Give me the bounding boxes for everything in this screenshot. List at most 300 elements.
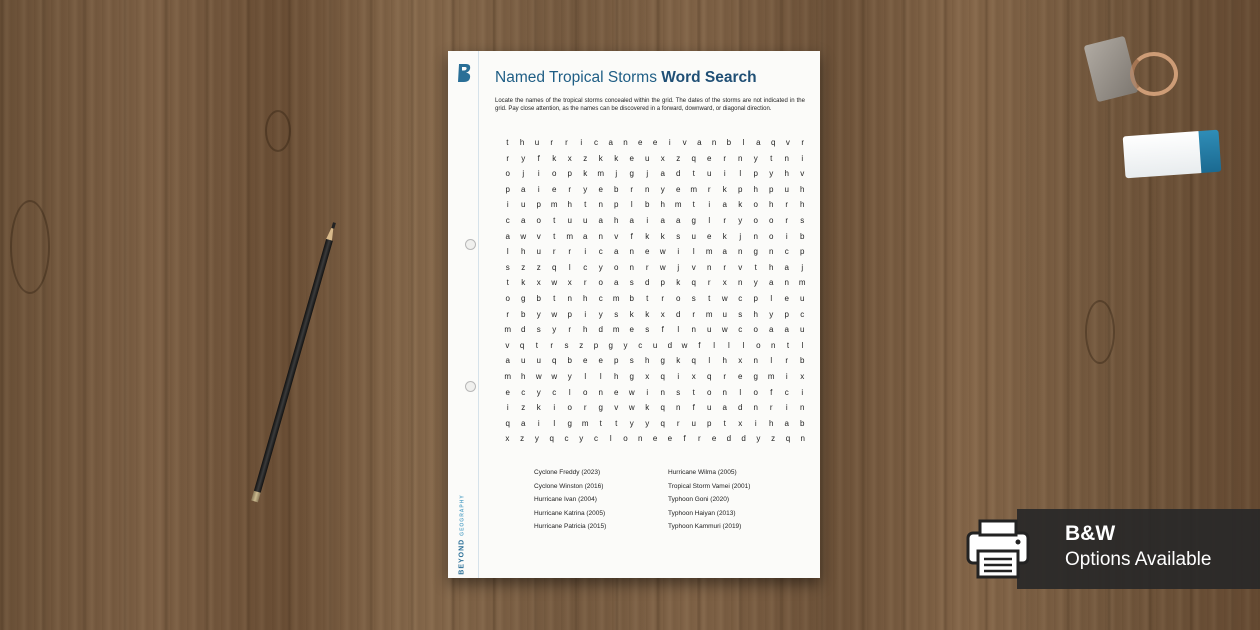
grid-letter: c: [552, 387, 557, 397]
grid-letter: n: [691, 325, 696, 335]
grid-letter: o: [753, 387, 758, 397]
grid-letter: n: [722, 387, 727, 397]
grid-letter: r: [661, 293, 665, 303]
grid-letter: o: [753, 325, 758, 335]
grid-letter: n: [753, 403, 758, 413]
grid-letter: a: [583, 231, 588, 241]
grid-letter: w: [628, 403, 635, 413]
grid-letter: a: [521, 418, 526, 428]
grid-letter: d: [741, 434, 746, 444]
grid-letter: s: [536, 325, 541, 335]
grid-letter: i: [801, 387, 804, 397]
grid-letter: t: [584, 200, 587, 210]
grid-letter: c: [738, 325, 743, 335]
grid-letter: k: [598, 153, 603, 163]
grid-letter: n: [598, 387, 603, 397]
grid-letter: s: [676, 387, 681, 397]
grid-letter: l: [770, 356, 773, 366]
grid-letter: h: [753, 309, 758, 319]
word-list-item: Cyclone Freddy (2023): [534, 469, 601, 476]
grid-letter: a: [784, 262, 789, 272]
grid-letter: u: [521, 200, 526, 210]
grid-letter: h: [521, 371, 526, 381]
grid-letter: n: [738, 247, 743, 257]
grid-letter: c: [598, 247, 603, 257]
grid-letter: y: [623, 340, 628, 350]
grid-letter: b: [521, 309, 526, 319]
grid-letter: c: [593, 434, 598, 444]
grid-letter: z: [520, 434, 525, 444]
grid-letter: n: [629, 262, 634, 272]
grid-letter: n: [738, 153, 743, 163]
grid-letter: r: [707, 278, 711, 288]
grid-letter: r: [568, 325, 572, 335]
grid-letter: l: [742, 340, 745, 350]
grid-letter: i: [801, 153, 804, 163]
grid-letter: d: [676, 169, 681, 179]
grid-letter: e: [676, 184, 681, 194]
grid-letter: x: [691, 371, 696, 381]
grid-letter: h: [645, 356, 650, 366]
grid-letter: i: [584, 309, 587, 319]
grid-letter: c: [598, 293, 603, 303]
grid-letter: m: [705, 309, 713, 319]
word-list-item: Tropical Storm Vamei (2001): [668, 482, 751, 490]
grid-letter: d: [645, 278, 650, 288]
grid-letter: t: [506, 138, 509, 147]
grid-letter: m: [612, 325, 620, 335]
grid-letter: x: [800, 371, 805, 381]
grid-letter: a: [660, 169, 665, 179]
grid-letter: h: [614, 215, 619, 225]
grid-letter: d: [738, 403, 743, 413]
grid-row: [500, 244, 810, 260]
grid-letter: m: [504, 371, 512, 381]
grid-letter: s: [629, 356, 634, 366]
grid-letter: i: [537, 418, 540, 428]
grid-letter: i: [584, 247, 587, 257]
grid-letter: e: [598, 184, 603, 194]
grid-letter: x: [536, 278, 541, 288]
grid-letter: q: [691, 356, 696, 366]
grid-letter: p: [505, 184, 510, 194]
grid-letter: e: [629, 325, 634, 335]
grid-letter: a: [697, 138, 702, 147]
grid-letter: q: [552, 262, 557, 272]
grid-letter: y: [753, 278, 758, 288]
grid-letter: o: [536, 215, 541, 225]
grid-letter: y: [738, 215, 743, 225]
grid-letter: q: [552, 356, 557, 366]
grid-letter: r: [692, 309, 696, 319]
grid-letter: e: [667, 434, 673, 444]
grid-letter: i: [537, 184, 540, 194]
grid-row: [500, 260, 810, 276]
grid-letter: c: [505, 215, 510, 225]
wood-knot: [265, 110, 291, 152]
grid-letter: y: [598, 309, 603, 319]
grid-letter: l: [708, 215, 711, 225]
grid-letter: i: [785, 403, 788, 413]
grid-letter: g: [753, 371, 758, 381]
grid-letter: o: [676, 293, 681, 303]
grid-letter: j: [522, 169, 525, 179]
grid-letter: v: [691, 262, 696, 272]
grid-letter: i: [553, 403, 556, 413]
grid-letter: x: [738, 356, 743, 366]
grid-letter: q: [691, 153, 696, 163]
grid-letter: q: [549, 434, 554, 444]
grid-letter: g: [521, 293, 526, 303]
grid-letter: h: [521, 247, 526, 257]
grid-letter: v: [785, 138, 790, 147]
grid-letter: h: [614, 371, 619, 381]
grid-letter: y: [769, 169, 774, 179]
grid-letter: i: [646, 387, 649, 397]
grid-letter: a: [722, 247, 727, 257]
grid-letter: y: [629, 418, 634, 428]
grid-letter: x: [567, 153, 572, 163]
grid-letter: y: [645, 418, 650, 428]
grid-letter: n: [676, 403, 681, 413]
grid-letter: g: [691, 215, 696, 225]
grid-row: [500, 213, 810, 229]
word-list-item: Hurricane Katrina (2005): [534, 509, 606, 517]
grid-letter: h: [753, 184, 758, 194]
grid-letter: g: [629, 169, 634, 179]
grid-letter: t: [646, 293, 649, 303]
grid-letter: u: [536, 356, 541, 366]
worksheet-instructions: Locate the names of the tropical storms concealed within the grid. The dates of the storms are not indicated in the grid. Pay close attention, as the names can be discovered in a forward, downward, or diagonal direction.: [495, 98, 805, 112]
grid-letter: t: [553, 215, 556, 225]
grid-row: [500, 135, 810, 151]
grid-letter: v: [800, 169, 805, 179]
grid-letter: w: [535, 371, 542, 381]
grid-letter: d: [667, 340, 673, 350]
grid-row: [500, 182, 810, 198]
grid-letter: g: [608, 340, 613, 350]
grid-letter: w: [520, 231, 527, 241]
worksheet-title: Named Tropical Storms Word Search: [495, 69, 757, 86]
grid-letter: q: [707, 371, 712, 381]
grid-letter: e: [707, 153, 712, 163]
grid-letter: a: [784, 325, 789, 335]
grid-letter: l: [739, 387, 742, 397]
grid-letter: h: [769, 262, 774, 272]
grid-letter: f: [770, 387, 773, 397]
grid-letter: r: [676, 418, 680, 428]
grid-letter: n: [567, 293, 572, 303]
grid-letter: o: [614, 262, 619, 272]
grid-letter: u: [707, 169, 712, 179]
grid-letter: h: [769, 418, 774, 428]
grid-letter: q: [660, 418, 665, 428]
grid-letter: a: [521, 215, 526, 225]
grid-row: [500, 197, 810, 213]
grid-letter: n: [598, 231, 603, 241]
grid-letter: t: [708, 293, 711, 303]
grid-row: [500, 166, 810, 182]
grid-letter: p: [707, 418, 712, 428]
grid-letter: m: [504, 325, 512, 335]
grid-letter: w: [551, 278, 558, 288]
eraser-icon: [1123, 130, 1222, 179]
grid-letter: r: [565, 138, 568, 147]
badge-title: B&W: [1065, 522, 1116, 545]
grid-letter: t: [786, 340, 790, 350]
grid-letter: r: [645, 262, 649, 272]
grid-letter: w: [721, 293, 728, 303]
grid-letter: c: [521, 387, 526, 397]
grid-letter: i: [506, 200, 509, 210]
grid-letter: u: [567, 215, 572, 225]
grid-letter: b: [536, 293, 541, 303]
grid-letter: l: [599, 371, 602, 381]
grid-letter: e: [614, 387, 619, 397]
grid-letter: b: [726, 138, 732, 147]
grid-letter: j: [646, 169, 649, 179]
grid-letter: a: [598, 215, 603, 225]
grid-letter: i: [785, 231, 788, 241]
word-list-item: Typhoon Kammuri (2019): [668, 523, 742, 531]
grid-letter: r: [785, 200, 789, 210]
grid-letter: r: [550, 138, 554, 147]
grid-letter: e: [738, 371, 743, 381]
grid-letter: u: [691, 418, 696, 428]
grid-letter: u: [691, 231, 696, 241]
grid-letter: q: [660, 371, 665, 381]
grid-letter: h: [583, 293, 588, 303]
grid-letter: o: [598, 278, 603, 288]
grid-letter: n: [645, 184, 650, 194]
grid-letter: m: [767, 371, 775, 381]
grid-letter: y: [521, 153, 526, 163]
grid-letter: e: [652, 138, 658, 147]
grid-letter: u: [722, 309, 727, 319]
grid-letter: r: [568, 247, 572, 257]
grid-letter: v: [738, 262, 743, 272]
wood-knot: [10, 200, 50, 294]
grid-letter: k: [722, 231, 727, 241]
grid-letter: a: [505, 356, 510, 366]
grid-letter: y: [598, 262, 603, 272]
word-list-item: Hurricane Ivan (2004): [534, 496, 597, 504]
grid-letter: z: [583, 153, 588, 163]
grid-letter: t: [535, 340, 539, 350]
grid-letter: v: [505, 340, 510, 350]
grid-letter: l: [692, 247, 695, 257]
grid-letter: y: [567, 371, 572, 381]
grid-letter: k: [645, 231, 650, 241]
grid-letter: i: [754, 418, 757, 428]
grid-letter: l: [584, 371, 587, 381]
grid-letter: l: [609, 434, 612, 444]
word-list-item: Hurricane Patricia (2015): [534, 523, 607, 531]
word-list-item: Cyclone Winston (2016): [534, 482, 604, 490]
grid-row: [500, 400, 810, 416]
grid-letter: u: [534, 138, 540, 147]
grid-letter: e: [629, 153, 634, 163]
grid-letter: v: [682, 138, 687, 147]
grid-letter: u: [652, 340, 658, 350]
grid-row: [500, 353, 810, 369]
grid-letter: k: [676, 356, 681, 366]
grid-letter: k: [521, 278, 526, 288]
grid-letter: n: [784, 278, 789, 288]
grid-letter: p: [753, 293, 758, 303]
grid-letter: m: [581, 418, 589, 428]
grid-letter: l: [630, 200, 633, 210]
grid-letter: l: [727, 340, 730, 350]
grid-letter: u: [707, 403, 712, 413]
grid-letter: n: [623, 138, 628, 147]
grid-letter: r: [785, 215, 789, 225]
pencil-icon: [251, 222, 338, 503]
grid-letter: e: [598, 356, 603, 366]
grid-letter: p: [660, 278, 665, 288]
grid-letter: n: [711, 138, 717, 147]
beyond-logo-icon: [456, 63, 472, 83]
grid-letter: j: [677, 262, 680, 272]
word-list-right: [668, 466, 750, 534]
grid-letter: k: [676, 278, 681, 288]
grid-letter: c: [583, 262, 588, 272]
grid-letter: m: [550, 200, 558, 210]
grid-row: [500, 369, 810, 385]
grid-letter: l: [801, 340, 804, 350]
grid-letter: p: [614, 200, 619, 210]
grid-row: [500, 229, 810, 245]
grid-letter: g: [753, 247, 758, 257]
brand-label: BEYOND GEOGRAPHY: [458, 494, 466, 575]
grid-letter: p: [784, 309, 789, 319]
grid-letter: s: [564, 340, 569, 350]
grid-letter: w: [551, 371, 558, 381]
grid-letter: n: [800, 434, 805, 444]
grid-letter: m: [597, 169, 605, 179]
grid-letter: t: [754, 262, 757, 272]
grid-letter: a: [660, 215, 665, 225]
grid-letter: l: [713, 340, 715, 350]
grid-letter: p: [800, 247, 805, 257]
grid-row: [500, 338, 810, 354]
grid-letter: n: [769, 247, 774, 257]
grid-letter: f: [630, 231, 633, 241]
grid-letter: w: [721, 325, 728, 335]
grid-letter: e: [652, 434, 658, 444]
grid-letter: k: [660, 231, 665, 241]
grid-letter: t: [770, 153, 773, 163]
grid-letter: z: [536, 262, 541, 272]
grid-letter: m: [674, 200, 682, 210]
grid-letter: u: [784, 184, 789, 194]
word-list-item: Typhoon Goni (2020): [668, 496, 730, 504]
grid-letter: z: [521, 403, 526, 413]
worksheet-page: [448, 51, 820, 578]
grid-letter: g: [629, 371, 634, 381]
grid-letter: b: [800, 356, 805, 366]
grid-letter: w: [628, 387, 635, 397]
grid-letter: a: [505, 231, 510, 241]
grid-letter: t: [599, 418, 602, 428]
grid-letter: d: [726, 434, 732, 444]
grid-letter: r: [550, 340, 554, 350]
grid-letter: u: [800, 325, 805, 335]
grid-letter: s: [738, 309, 743, 319]
punch-hole: [465, 239, 476, 250]
grid-letter: a: [629, 215, 634, 225]
grid-letter: e: [707, 231, 712, 241]
grid-letter: x: [567, 278, 572, 288]
grid-letter: c: [738, 293, 743, 303]
grid-letter: y: [583, 184, 588, 194]
grid-letter: u: [583, 215, 588, 225]
grid-letter: r: [785, 356, 789, 366]
grid-letter: u: [800, 293, 805, 303]
grid-row: [500, 385, 810, 401]
grid-row: [500, 291, 810, 307]
grid-letter: r: [769, 403, 773, 413]
badge-subtitle: Options Available: [1065, 549, 1212, 570]
grid-letter: u: [707, 325, 712, 335]
grid-letter: i: [537, 169, 540, 179]
grid-letter: e: [552, 184, 557, 194]
grid-letter: a: [769, 325, 774, 335]
grid-letter: a: [614, 247, 619, 257]
grid-letter: d: [676, 309, 681, 319]
grid-letter: o: [505, 169, 510, 179]
grid-letter: e: [505, 387, 510, 397]
grid-letter: y: [536, 387, 541, 397]
grid-letter: g: [660, 356, 665, 366]
grid-letter: t: [553, 231, 556, 241]
grid-letter: n: [784, 153, 789, 163]
grid-letter: n: [738, 278, 743, 288]
grid-letter: f: [661, 325, 664, 335]
grid-letter: b: [800, 231, 805, 241]
grid-letter: d: [521, 325, 526, 335]
grid-letter: h: [784, 169, 789, 179]
grid-letter: h: [722, 356, 727, 366]
grid-letter: o: [756, 340, 761, 350]
grid-letter: n: [707, 262, 712, 272]
grid-letter: r: [723, 262, 727, 272]
grid-letter: e: [645, 247, 650, 257]
grid-letter: c: [784, 247, 789, 257]
grid-row: [500, 416, 810, 432]
grid-letter: m: [798, 278, 806, 288]
grid-letter: i: [677, 371, 680, 381]
grid-letter: l: [568, 262, 571, 272]
grid-letter: x: [505, 434, 510, 444]
grid-letter: l: [742, 138, 745, 147]
grid-letter: v: [614, 403, 619, 413]
grid-letter: h: [583, 325, 588, 335]
grid-letter: n: [753, 231, 758, 241]
grid-letter: h: [800, 200, 805, 210]
grid-letter: e: [711, 434, 717, 444]
grid-letter: y: [536, 309, 541, 319]
grid-letter: n: [629, 247, 634, 257]
grid-row: [500, 151, 810, 167]
grid-letter: r: [723, 215, 727, 225]
grid-letter: r: [583, 278, 587, 288]
grid-letter: r: [506, 153, 510, 163]
grid-letter: c: [593, 138, 598, 147]
grid-letter: h: [800, 184, 805, 194]
grid-letter: f: [683, 434, 686, 444]
grid-letter: h: [769, 200, 774, 210]
